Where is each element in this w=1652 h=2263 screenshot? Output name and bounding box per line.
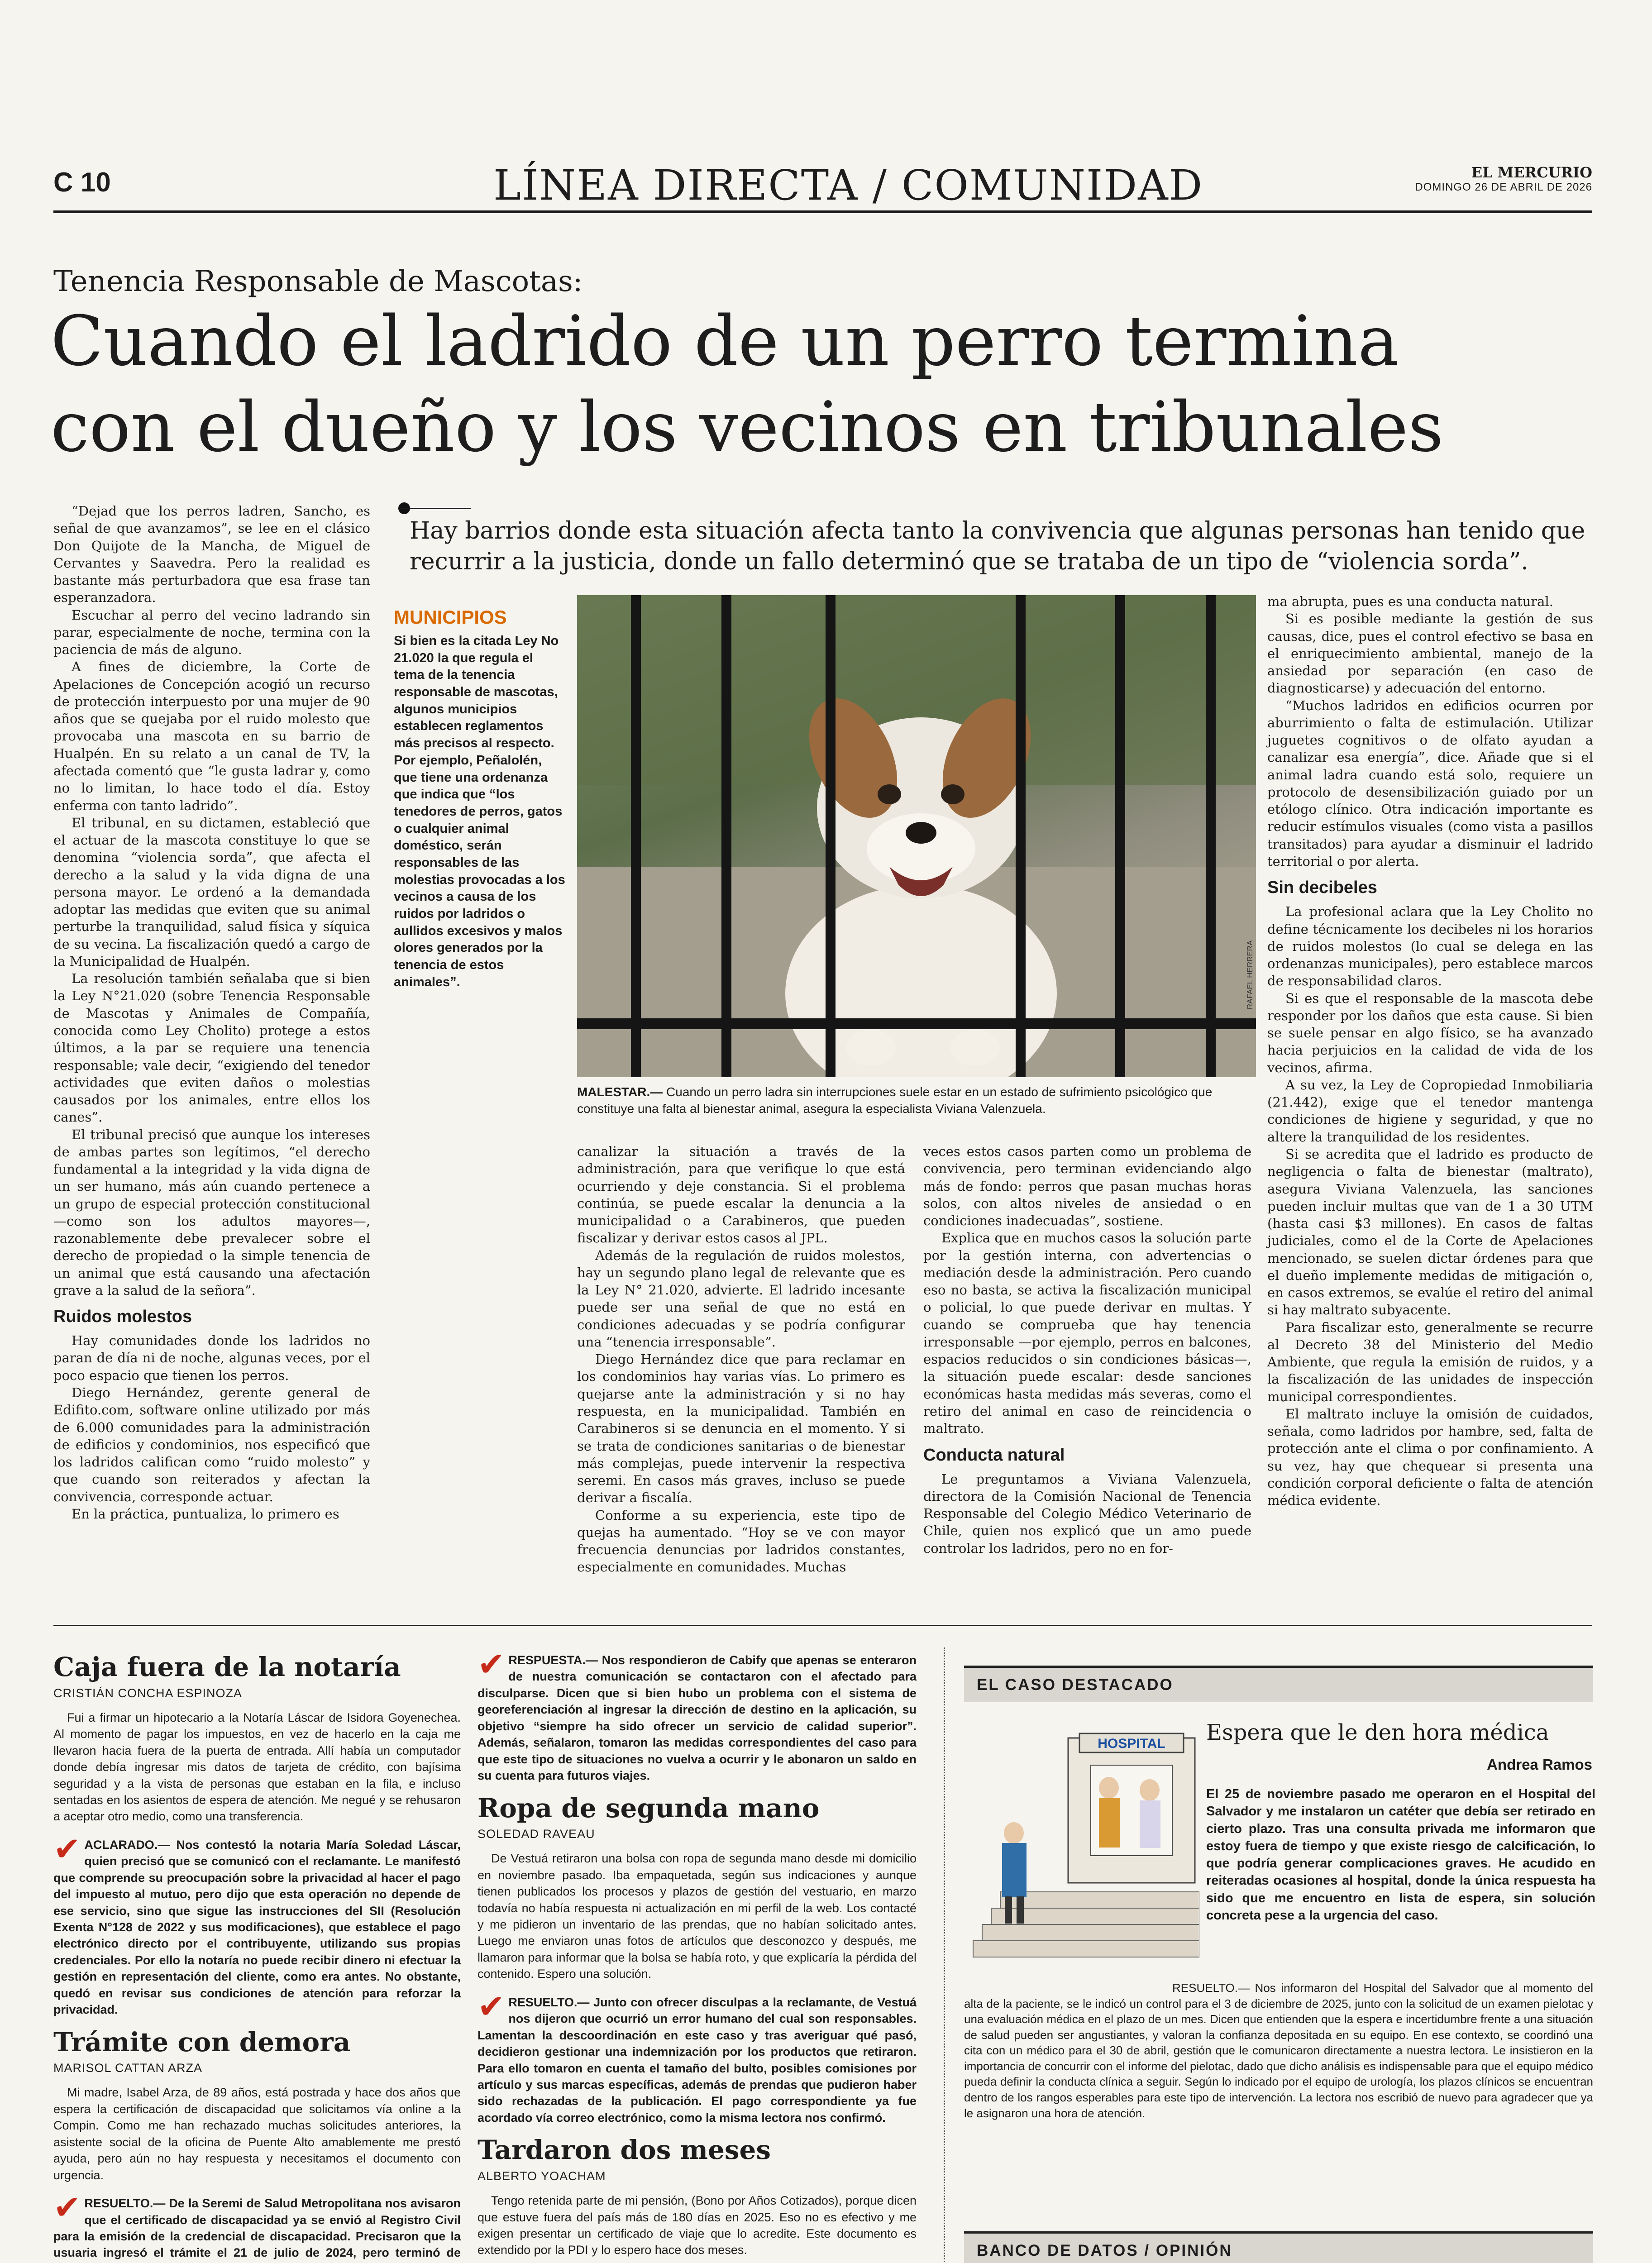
- sidebar-text: Si bien es la citada Ley No 21.020 la que regula el tema de la tenencia responsable de mascotas, algunos municipios establecen reglamentos más precisos al respecto. Por ejemplo, Peñalolén, que tiene una ordenanza que indica que “los tenedores de perros, gatos o cualquier animal doméstico, serán responsables de las molestias provocadas a los vecinos a causa de los ruidos por ladridos o aullidos excesivos y malos olores generados por la tenencia de estos animales”.: [394, 634, 565, 989]
- publication-date: DOMINGO 26 DE ABRIL DE 2026: [1415, 181, 1592, 193]
- caso-bold-text: El 25 de noviembre pasado me operaron en el Hospital del Salvador y me instalaron un catéter que debía ser retirado en cierto plazo. Tras una consulta privada me informaron que estoy fuera de tiempo y que existe riesgo de calcificación, lo que podría generar complicaciones graves. He acudido en reiteradas ocasiones al hospital, donde la única respuesta ha sido que me encuentro en lista de espera, sin solución concreta pese a la urgencia del caso.: [1206, 1787, 1595, 1923]
- paragraph: A su vez, la Ley de Copropiedad Inmobiliaria (21.442), exige que el tenedor mantenga condiciones de higiene y seguridad, y que no altere la tranquilidad de los residentes.: [1267, 1077, 1593, 1145]
- paragraph: Además de la regulación de ruidos molestos, hay un segundo plano legal de relevante que es la Ley N° 21.020, advierte. El ladrido incesante puede ser una señal de que no está en condiciones adecuadas y se podría configurar una “tenencia irresponsable”.: [577, 1247, 905, 1350]
- subhead-conducta: Conducta natural: [923, 1445, 1065, 1465]
- paragraph: El maltrato incluye la omisión de cuidados, señala, como ladridos por hambre, sed, falta de protección ante el clima o por confinamiento. A su vez, hay que chequear si presenta una condición corporal deficiente o falta de atención médica evidente.: [1267, 1406, 1593, 1509]
- subhead-ruidos: Ruidos molestos: [53, 1307, 192, 1327]
- paragraph: El tribunal precisó que aunque los intereses de ambas partes son legítimos, “el derecho fundamental a la integridad y la vida digna de un ser humano, más aún cuando pertenece a un grupo de especial protección constitucional —como son los adultos mayores—, razonablemente debe prevalecer sobre el derecho de propiedad o la simple tenencia de un animal que está causando una afectación grave a la salud de la señora”.: [53, 1127, 370, 1298]
- letter-author: CRISTIÁN CONCHA ESPINOZA: [53, 1686, 243, 1700]
- headline-line-1: Cuando el ladrido de un perro termina: [51, 301, 1399, 381]
- paragraph: El tribunal, en su dictamen, estableció que el actuar de la mascota constituye lo que se denomina “violencia sorda”, que afecta el derecho a la salud y la vida digna de una persona mayor. Le ordenó a la demandada adoptar las medidas que eviten que su animal perturbe la tranquilidad, salud física y síquica de su vecina. La fiscalización quedó a cargo de la Municipalidad de Hualpén.: [53, 815, 370, 969]
- subhead-decibeles: Sin decibeles: [1267, 878, 1377, 898]
- letter-author: SOLEDAD RAVEAU: [477, 1827, 595, 1841]
- article-column-3: [577, 1143, 905, 1576]
- headline-line-2: con el dueño y los vecinos en tribunales: [51, 387, 1444, 467]
- caso-title: Espera que le den hora médica: [1206, 1720, 1549, 1745]
- dog-photo: [577, 595, 1256, 1077]
- newspaper-name: EL MERCURIO: [1471, 164, 1592, 181]
- page-number: C 10: [53, 167, 111, 197]
- letters-column-1: [53, 1643, 461, 2263]
- vertical-divider: [944, 1647, 945, 2263]
- paragraph: Escuchar al perro del vecino ladrando sin parar, especialmente de noche, termina con la paciencia de más de alguno.: [53, 607, 370, 658]
- hospital-illustration: [964, 1720, 1199, 1973]
- response-text: RESPUESTA.— Nos respondieron de Cabify que apenas se enteraron de nuestra comunicación se contactaron con el afectado para disculparse. Dicen que si bien hubo un problema con el sistema de georeferenciación al ingresar la dirección de destino en la aplicación, su objetivo “siempre ha sido ofrecer un servicio de calidad superior”. Además, señalaron, tomaron las medidas correspondientes del caso para que este tipo de situaciones no vuelva a ocurrir y le abonaron un saldo en su cuenta para futuros viajes.: [477, 1653, 917, 1783]
- caption-text: Cuando un perro ladra sin interrupciones suele estar en un estado de sufrimiento psicológico que constituye una falta al bienestar animal, asegura la especialista Viviana Valenzuela.: [577, 1085, 1213, 1116]
- paragraph: Conforme a su experiencia, este tipo de quejas ha aumentado. “Hoy se ve con mayor frecuencia denuncias por ladridos constantes, especialmente en comunidades. Muchas: [577, 1507, 905, 1575]
- caso-destacado-label: EL CASO DESTACADO: [964, 1666, 1593, 1702]
- letter-title: Trámite con demora: [53, 2026, 351, 2058]
- letter-response: [53, 2188, 461, 2263]
- letter-text: Mi madre, Isabel Arza, de 89 años, está postrada y hace dos años que espera la certificación de discapacidad que solicitamos vía online a la Compin. Como me han rechazado muchas solicitudes anteriores, la asistente social de la oficina de Puente Alto amablemente me prestó ayuda, pero aún no hay respuesta y necesitamos el documento con urgencia.: [53, 2086, 461, 2182]
- paragraph: Si es que el responsable de la mascota debe responder por los daños que esta cause. Si bien se suele pensar en algo físico, se ha avanzado hacia perjuicios en la calidad de vida de los vecinos, afirma.: [1267, 990, 1593, 1075]
- check-icon: ✔: [477, 1987, 505, 2025]
- letter-author: MARISOL CATTAN ARZA: [53, 2061, 203, 2075]
- paragraph: Hay comunidades donde los ladridos no paran de día ni de noche, algunas veces, por el poco espacio que tienen los perros.: [53, 1333, 370, 1383]
- response-text: RESUELTO.— De la Seremi de Salud Metropolitana nos avisaron que el certificado de discapacidad ya se envió al Registro Civil para la emisión de la credencial de discapacidad. Precisaron que la usuaria ingresó el trámite el 21 de julio de 2024, pero terminó de: [53, 2196, 461, 2260]
- letter-title: Tardaron dos meses: [477, 2134, 771, 2166]
- paragraph: Para fiscalizar esto, generalmente se recurre al Decreto 38 del Ministerio del Medio Ambiente, que regula la emisión de ruidos, y a la fiscalización de las unidades de inspección municipal correspondientes.: [1267, 1319, 1593, 1404]
- paragraph: A fines de diciembre, la Corte de Apelaciones de Concepción acogió un recurso de protección interpuesto por una mujer de 90 años que se quejaba por el ruido molesto que provocaba una mascota en su barrio de Hualpén. En su relato a un canal de TV, la afectada comentó que “le gusta ladrar y, como no lo limitan, lo hace todo el día. Estoy enferma con tanto ladrido”.: [53, 659, 370, 813]
- hospital-drawing: [964, 1720, 1199, 1973]
- caption-label: MALESTAR.—: [577, 1085, 663, 1099]
- caso-response: RESUELTO.— Nos informaron del Hospital del Salvador que al momento del alta de la paciente, se le indicó un control para el 3 de diciembre de 2025, junto con la solicitud de un examen pielotac y una evaluación médica en el plazo de un mes. Dicen que entienden que la espera e incertidumbre frente a una situación de salud pueden ser angustiantes, y valoran la confianza depositada en su equipo. En ese contexto, se coordinó una cita con un médico para el 30 de abril, gestión que le comunicaron directamente a nuestra lectora. Le insistieron en la importancia de concurrir con el informe del pielotac, dado que dicho análisis es indispensable para que el equipo médico pueda definir la conducta clínica a seguir. Según lo indicado por el equipo de urología, los plazos clínicos se encuentran dentro de los rangos esperables para este tipo de intervención. La lectora nos escribió de nuevo para agradecer que ya le asignaron una hora de atención.: [964, 1981, 1593, 2120]
- paragraph: Diego Hernández dice que para reclamar en los condominios hay varias vías. Lo primero es quejarse ante la administración y si no hay respuesta, en la municipalidad. También en Carabineros si se denuncia en el momento. Y si se trata de condiciones sanitarias o de bienestar más complejas, puede intervenir la respectiva seremi. En casos más graves, incluso se puede derivar a fiscalía.: [577, 1351, 905, 1506]
- header-rule: [53, 210, 1592, 213]
- photo-credit: RAFAEL HERRERA: [1246, 940, 1254, 1009]
- paragraph: Le preguntamos a Viviana Valenzuela, directora de la Comisión Nacional de Tenencia Responsable del Colegio Médico Veterinario de Chile, quien nos explicó que un amo puede controlar los ladridos, pero no en for-: [923, 1471, 1251, 1556]
- photo-caption: [577, 1084, 1256, 1117]
- section-divider: [53, 1625, 1592, 1626]
- paragraph: La resolución también señalaba que si bien la Ley N°21.020 (sobre Tenencia Responsable de Mascotas y Animales de Compañía, conocida como Ley Cholito) protege a estos últimos, a la par se requiere una tenencia responsable; vale decir, “exigiendo del tenedor actividades que eviten daños o molestias causados por los animales, entre ellos los canes”.: [53, 971, 370, 1125]
- sidebar-title: MUNICIPIOS: [394, 606, 507, 628]
- letter-title: Ropa de segunda mano: [477, 1792, 820, 1824]
- paragraph: “Muchos ladridos en edificios ocurren por aburrimiento o falta de estimulación. Utilizar juguetes cognitivos o de olfato ayudan a canalizar esa energía”, dice. Añade que si el animal ladra cuando está solo, requiere un protocolo de desensibilización guiado por un etólogo clínico. Otra indicación importante es reducir estímulos visuales (como vista a pasillos transitados) para ayudar a disminuir el ladrido territorial o por alerta.: [1267, 697, 1593, 869]
- letter-text: De Vestuá retiraron una bolsa con ropa de segunda mano desde mi domicilio en noviembre pasado. Iba empaquetada, según sus indicaciones y aunque tienen publicados los procesos y plazos de gestión del vestuario, en marzo todavía no había respuesta ni actualización en mi perfil de la web. Los contacté y me pidieron un inventario de las prendas, que no habían solicitado antes. Luego me enviaron unas fotos de artículos que desconozco y después, me llamaron para informar que la bolsa se había roto, y que explicaría la pérdida del contenido. Espero una solución.: [477, 1852, 917, 1981]
- letter-response: [53, 1829, 461, 2018]
- letters-column-2: [477, 1645, 917, 2263]
- article-column-4: [923, 1143, 1251, 1557]
- letter-author: ALBERTO YOACHAM: [477, 2169, 606, 2183]
- article-column-5: [1267, 593, 1593, 1509]
- check-icon: ✔: [53, 2188, 81, 2227]
- check-icon: ✔: [477, 1645, 505, 1683]
- paragraph: canalizar la situación a través de la administración, para que verifique lo que está ocurriendo y deje constancia. Si el problema continúa, se puede escalar la denuncia a la municipalidad o a Carabineros, que pueden fiscalizar y derivar estos casos al JPL.: [577, 1144, 905, 1246]
- article-kicker: Tenencia Responsable de Mascotas:: [53, 265, 583, 298]
- paragraph: Si se acredita que el ladrido es producto de negligencia o falta de bienestar (maltrato), asegura Viviana Valenzuela, las sanciones pueden incluir multas que van de 1 a 30 UTM (hasta casi $3 millones). En casos de faltas judiciales, como el de la Corte de Apelaciones mencionado, se suelen dictar órdenes para que el dueño implemente medidas de mitigación o, en casos extremos, se evalúe el retiro del animal si hay maltrato subyacente.: [1267, 1146, 1593, 1318]
- dog-illustration: [577, 595, 1256, 1077]
- section-title: LÍNEA DIRECTA / COMUNIDAD: [493, 161, 1203, 210]
- sidebar-municipios: [394, 606, 566, 991]
- article-lead: Hay barrios donde esta situación afecta tanto la convivencia que algunas personas han tenido que recurrir a la justicia, donde un fallo determinó que se trataba de un tipo de “violencia sorda”.: [410, 517, 1585, 575]
- paragraph: Explica que en muchos casos la solución parte por la gestión interna, con advertencias o mediación desde la administración. Pero cuando eso no basta, se activa la fiscalización municipal o policial, lo que puede derivar en multas. Y cuando se comprueba que hay tenencia irresponsable —por ejemplo, perros en balcones, espacios reducidos o sin condiciones básicas—, la situación puede escalar: desde sanciones económicas hasta medidas más severas, como el retiro del animal en caso de reincidencia o maltrato.: [923, 1230, 1251, 1437]
- paragraph: En la práctica, puntualiza, lo primero es: [72, 1506, 339, 1522]
- response-text: RESUELTO.— Junto con ofrecer disculpas a la reclamante, de Vestuá nos dijeron que ocurrió un error humano del cual son responsables. Lamentan la descoordinación en este caso y tras averiguar qué pasó, decidieron gestionar una indemnización por los productos que retiraron. Para ello tomaron en cuenta el tamaño del bulto, posibles comisiones por artículo y sus marcas específicas, además de prendas que pudieron haber sido rechazadas de la publicación. El pago correspondiente ya fue acordado vía correo electrónico, como la misma lectora nos confirmó.: [477, 1995, 917, 2125]
- letter-response: [477, 1987, 917, 2126]
- letter-text: Fui a firmar un hipotecario a la Notaría Láscar de Isidora Goyenechea. Al momento de pagar los impuestos, en vez de hacerlo en la caja me llevaron hacia fuera de la puerta de entrada. Allí había un computador donde debía ingresar mis datos de tarjeta de crédito, con bajísima seguridad y a la vista de personas que estaban en la fila, e incluso sentadas en los asientos de espera de atención. Me negué y se rehusaron a aceptar otro medio, como una transferencia.: [53, 1710, 461, 1824]
- letter-title: Caja fuera de la notaría: [53, 1652, 401, 1682]
- article-column-1: [53, 502, 370, 1523]
- paragraph: La profesional aclara que la Ley Cholito no define técnicamente los decibeles ni los horarios de ruidos molestos (lo cual se delega en las ordenanzas municipales), pero establece marcos de responsabilidad claros.: [1267, 904, 1593, 989]
- response-text: ACLARADO.— Nos contestó la notaria María Soledad Láscar, quien precisó que se comunicó con el reclamante. Le manifestó que comprende su preocupación sobre la privacidad al hacer el pago del impuesto al mutuo, pero dijo que esta operación no depende de ese servicio, sino que sigue las instrucciones del SII (Resolución Exenta N°128 de 2022 y sus modificaciones), que establece el pago electrónico directo por el contribuyente, utilizando sus propias credenciales. Por ello la notaría no puede recibir dinero ni efectuar la gestión en representación del cliente, como era antes. No obstante, quedó en revisar sus condiciones de atención para reforzar la privacidad.: [53, 1838, 461, 2017]
- hospital-sign-text: HOSPITAL: [1098, 1736, 1165, 1751]
- paragraph: Si es posible mediante la gestión de sus causas, dice, pues el control efectivo se basa en el enriquecimiento ambiental, manejo de la ansiedad por separación (en caso de diagnosticarse) y adecuación del entorno.: [1267, 611, 1593, 696]
- letter-text: Tengo retenida parte de mi pensión, (Bono por Años Cotizados), porque dicen que estuve fuera del país más de 180 días en 2025. Eso no es efectivo y me exigen presentar un certificado de viaje que lo acredite. Este documento es extendido por la PDI y lo espero hace dos meses.: [477, 2194, 917, 2257]
- paragraph: “Dejad que los perros ladren, Sancho, es señal de que avanzamos”, se lee en el clásico Don Quijote de la Mancha, de Miguel de Cervantes y Saavedra. Pero la realidad es bastante más perturbadora que esa frase tan esperanzadora.: [53, 503, 370, 606]
- letter-response: [477, 1645, 917, 1784]
- paragraph: veces estos casos parten como un problema de convivencia, pero terminan evidenciando algo más de fondo: perros que pasan muchas horas solos, con altos niveles de ansiedad o en condiciones inadecuadas”, sostiene.: [923, 1144, 1251, 1229]
- paragraph: ma abrupta, pues es una conducta natural.: [1267, 594, 1553, 609]
- lead-rule: [398, 508, 471, 509]
- paragraph: Diego Hernández, gerente general de Edifito.com, software online utilizado por más de 6.000 comunidades para la administración de edificios y condominios, nos especificó que los ladridos califican como “ruido molesto” y que cuando son reiterados y afectan la convivencia, corresponde actuar.: [53, 1385, 370, 1504]
- check-icon: ✔: [53, 1829, 81, 1868]
- banco-datos-label: BANCO DE DATOS / OPINIÓN: [964, 2231, 1593, 2263]
- caso-author: Andrea Ramos: [1487, 1756, 1592, 1773]
